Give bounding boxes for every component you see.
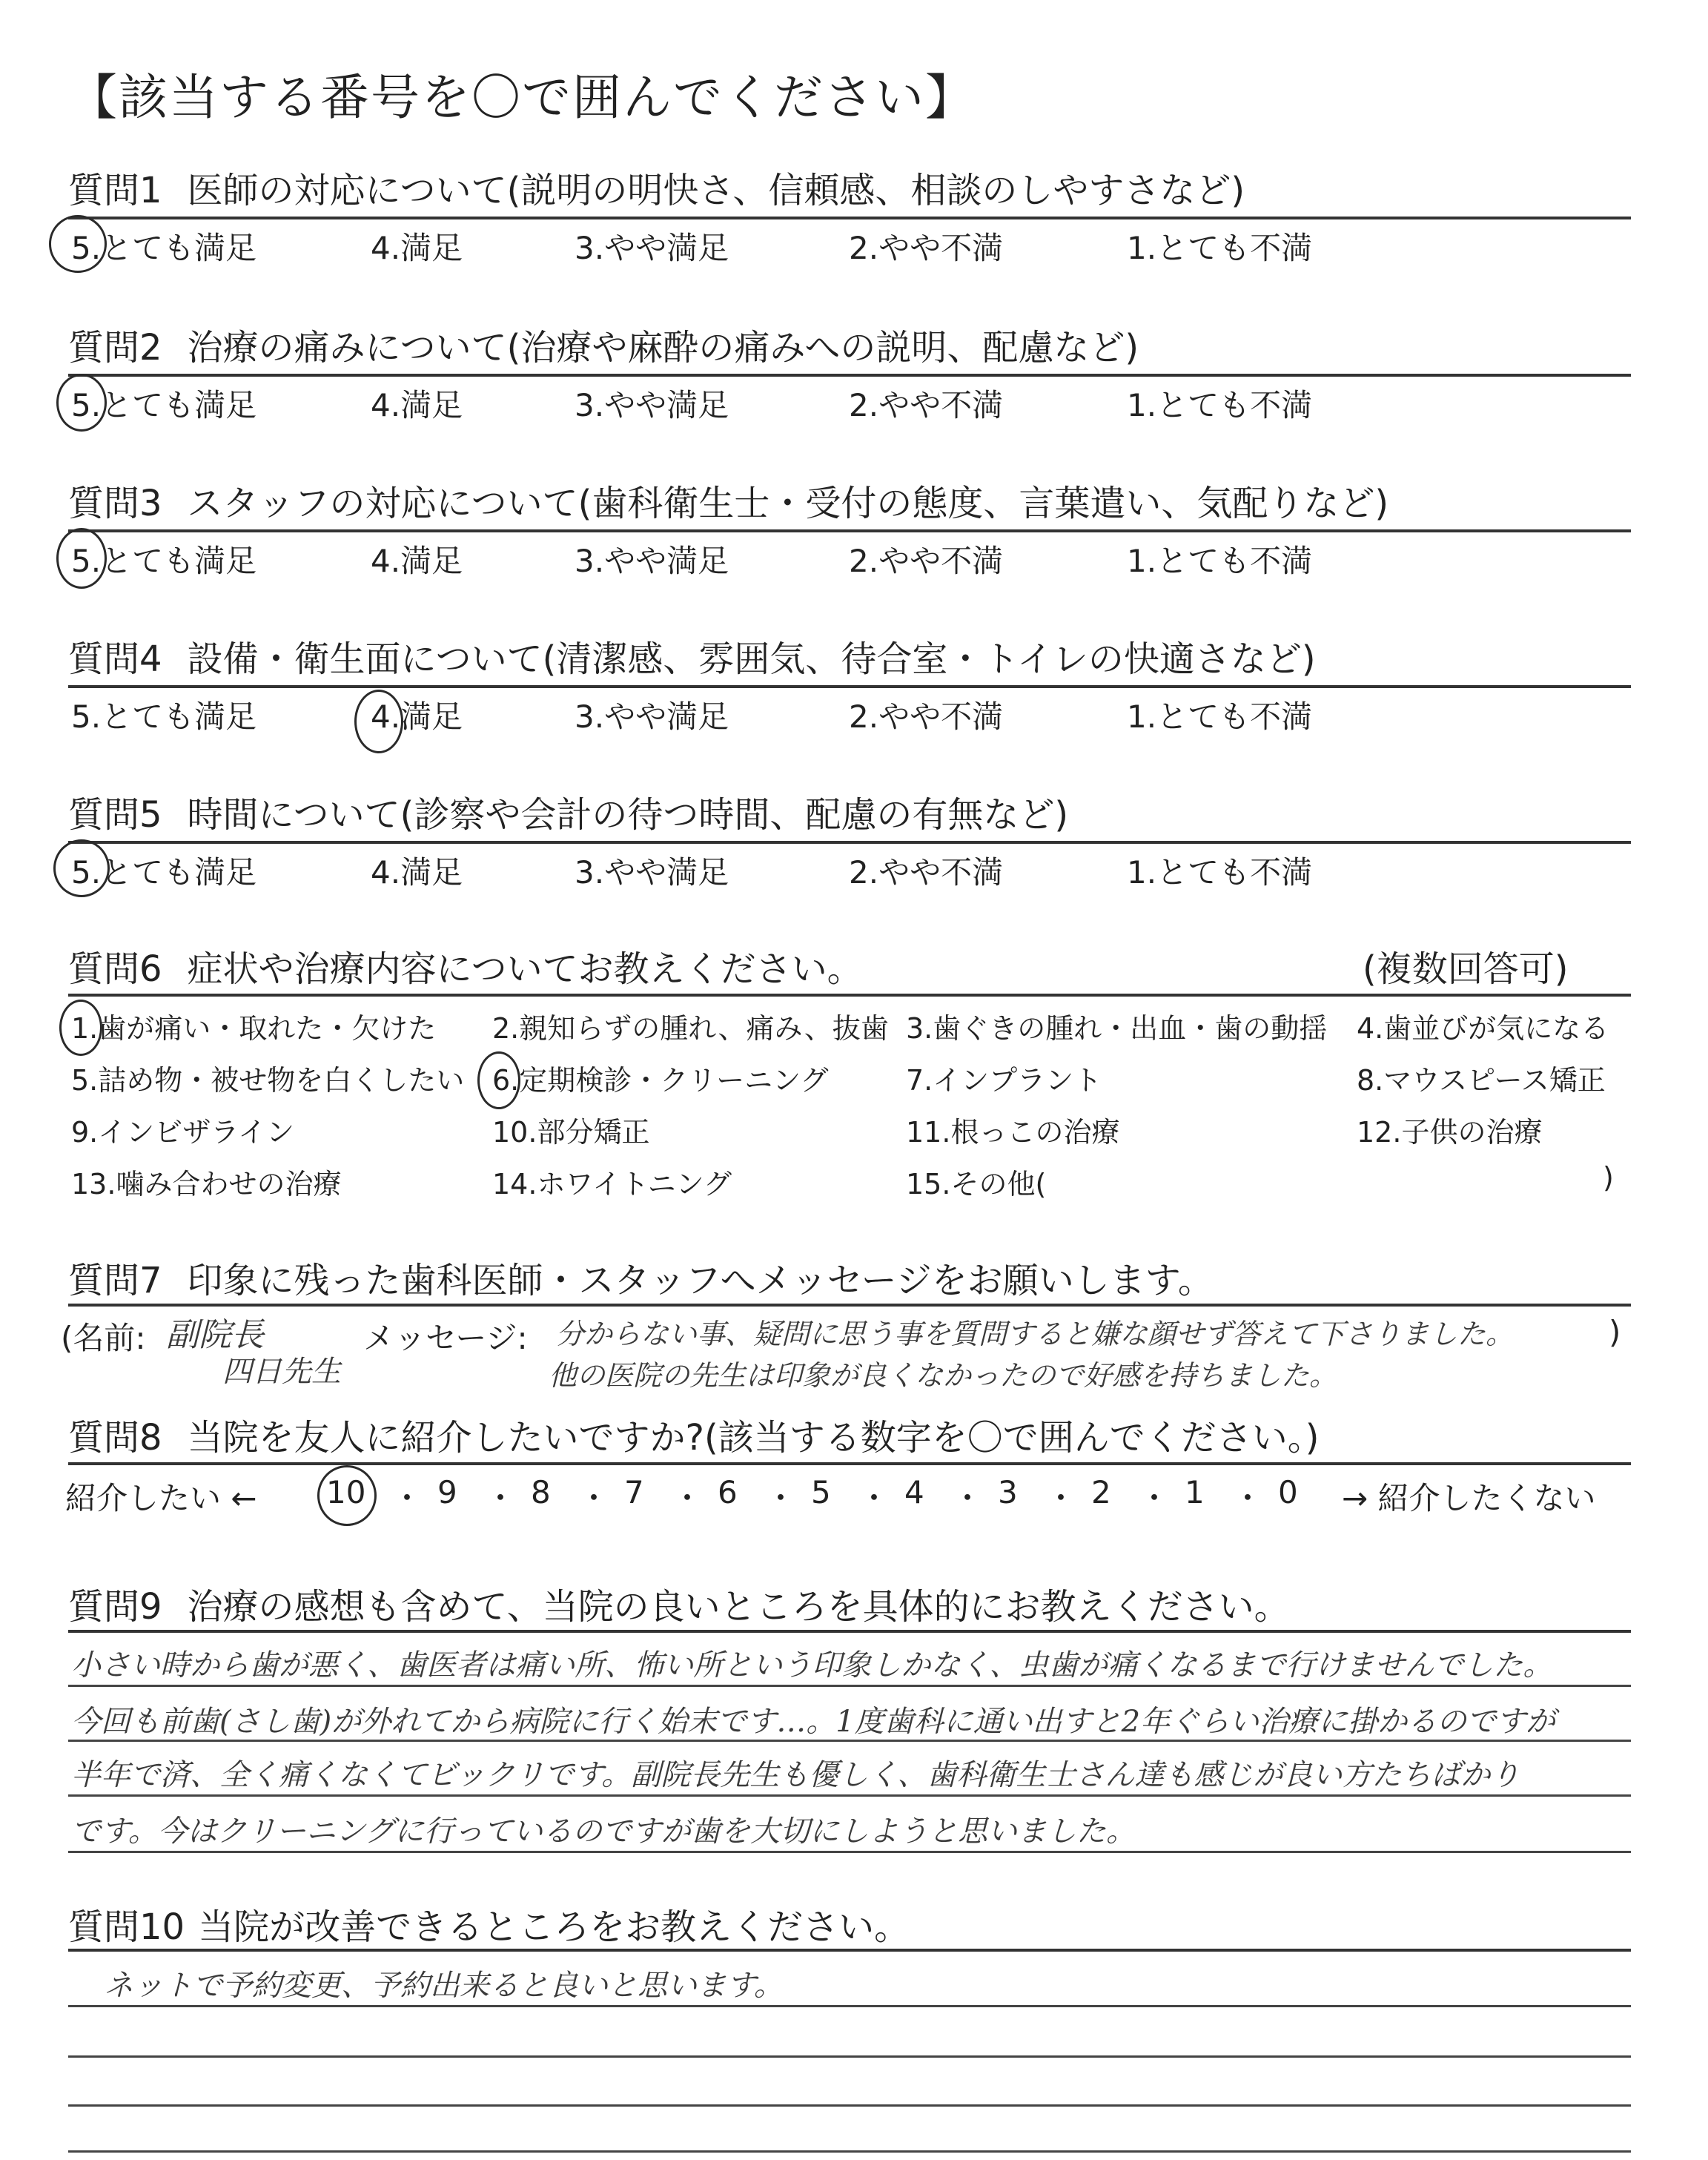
question-9-rule [68, 1630, 1631, 1633]
q2-option-1[interactable]: 1.とても不満 [1127, 387, 1313, 423]
q8-sep: ・ [485, 1480, 517, 1516]
q8-sep: ・ [578, 1480, 610, 1516]
q4-option-2[interactable]: 2.やや不満 [849, 698, 1004, 735]
q6-option-12[interactable]: 12.子供の治療 [1357, 1116, 1543, 1149]
q4-selection-circle [354, 690, 403, 753]
q7-message-label: メッセージ: [363, 1320, 528, 1356]
question-1-rule [68, 217, 1631, 219]
q6-option-11[interactable]: 11.根っこの治療 [906, 1116, 1120, 1149]
q2-selection-circle [56, 374, 107, 432]
q4-option-1[interactable]: 1.とても不満 [1127, 698, 1313, 735]
q7-name-value-1[interactable]: 副院長 [166, 1316, 264, 1354]
q6-option-2[interactable]: 2.親知らずの腫れ、痛み、抜歯 [492, 1012, 889, 1045]
q3-option-1[interactable]: 1.とても不満 [1127, 543, 1313, 579]
q6-option-5[interactable]: 5.詰め物・被せ物を白くしたい [71, 1064, 465, 1097]
q6-option-13[interactable]: 13.噛み合わせの治療 [71, 1168, 342, 1200]
q8-scale-2[interactable]: 2 [1091, 1474, 1111, 1510]
q8-sep: ・ [765, 1480, 797, 1516]
q8-scale-3[interactable]: 3 [998, 1474, 1018, 1510]
q5-option-5[interactable]: 5.とても満足 [71, 854, 257, 891]
question-7-rule [68, 1304, 1631, 1307]
question-2-number: 質問2 [68, 327, 162, 369]
question-8-number: 質問8 [68, 1417, 162, 1459]
q2-option-5[interactable]: 5.とても満足 [71, 387, 257, 423]
question-9-number: 質問9 [68, 1586, 162, 1628]
q9-line-3 [68, 1794, 1631, 1797]
q3-option-4[interactable]: 4.満足 [371, 543, 463, 579]
q8-sep: ・ [858, 1480, 890, 1516]
q5-option-3[interactable]: 3.やや満足 [575, 854, 729, 891]
q10-line-3 [68, 2104, 1631, 2107]
q6-option-1[interactable]: 1.歯が痛い・取れた・欠けた [71, 1012, 437, 1045]
q6-option-9[interactable]: 9.インビザライン [71, 1116, 295, 1149]
q10-answer-line-1[interactable]: ネットで予約変更、予約出来ると良いと思います。 [104, 1969, 784, 2003]
question-10-text: 当院が改善できるところをお教えください。 [198, 1906, 910, 1948]
q4-option-5[interactable]: 5.とても満足 [71, 698, 257, 735]
q3-selection-circle [56, 528, 107, 589]
question-3-rule [68, 529, 1631, 532]
q9-answer-line-4[interactable]: です。今はクリーニングに行っているのですが歯を大切にしようと思いました。 [71, 1814, 1136, 1849]
q6-option-10[interactable]: 10.部分矯正 [492, 1116, 650, 1149]
form-title: 【該当する番号を〇で囲んでください】 [68, 69, 976, 126]
q1-option-1[interactable]: 1.とても不満 [1127, 230, 1313, 266]
q8-left-label: 紹介したい ← [65, 1480, 257, 1516]
q2-option-2[interactable]: 2.やや不満 [849, 387, 1004, 423]
question-5-number: 質問5 [68, 794, 162, 836]
q8-scale-7[interactable]: 7 [624, 1474, 644, 1510]
q9-answer-line-3[interactable]: 半年で済、全く痛くなくてビックリです。副院長先生も優しく、歯科衛生士さん達も感じが良い方たちばかり [71, 1758, 1520, 1792]
question-1-heading [68, 162, 1245, 213]
q8-sep: ・ [1139, 1480, 1171, 1516]
q6-option-4[interactable]: 4.歯並びが気になる [1357, 1012, 1609, 1045]
q6-option-15-close: ) [1603, 1161, 1614, 1194]
question-3-text: スタッフの対応について(歯科衛生士・受付の態度、言葉遣い、気配りなど) [187, 483, 1389, 524]
question-4-heading [68, 630, 1316, 681]
question-2-heading [68, 319, 1139, 370]
question-2-text: 治療の痛みについて(治療や麻酔の痛みへの説明、配慮など) [187, 327, 1139, 369]
question-8-text: 当院を友人に紹介したいですか?(該当する数字を〇で囲んでください。) [187, 1417, 1320, 1459]
question-2-rule [68, 374, 1631, 377]
q5-option-4[interactable]: 4.満足 [371, 854, 463, 891]
q5-selection-circle [53, 839, 110, 897]
q8-selection-circle [317, 1465, 377, 1526]
q10-line-1 [68, 2005, 1631, 2007]
q8-sep: ・ [672, 1480, 704, 1516]
q9-answer-line-2[interactable]: 今回も前歯(さし歯)が外れてから病院に行く始末です…。1度歯科に通い出すと2年ぐらい治療に掛かるのですが [71, 1705, 1556, 1739]
q8-scale-10[interactable]: 10 [326, 1474, 366, 1510]
question-5-rule [68, 841, 1631, 844]
q9-line-4 [68, 1851, 1631, 1853]
q6-selection-circle-6 [477, 1051, 520, 1109]
question-6-number: 質問6 [68, 948, 162, 990]
q6-option-3[interactable]: 3.歯ぐきの腫れ・出血・歯の動揺 [906, 1012, 1328, 1045]
q8-scale-5[interactable]: 5 [811, 1474, 831, 1510]
question-9-text: 治療の感想も含めて、当院の良いところを具体的にお教えください。 [187, 1586, 1290, 1628]
question-1-number: 質問1 [68, 170, 162, 211]
q1-option-3[interactable]: 3.やや満足 [575, 230, 729, 266]
q8-sep: ・ [952, 1480, 984, 1516]
q7-name-value-2[interactable]: 四日先生 [222, 1355, 341, 1389]
q3-option-2[interactable]: 2.やや不満 [849, 543, 1004, 579]
question-5-heading [68, 786, 1068, 837]
q3-option-3[interactable]: 3.やや満足 [575, 543, 729, 579]
q8-sep: ・ [391, 1480, 423, 1516]
q2-option-4[interactable]: 4.満足 [371, 387, 463, 423]
q7-message-line-2[interactable]: 他の医院の先生は印象が良くなかったので好感を持ちました。 [549, 1359, 1338, 1392]
question-8-rule [68, 1462, 1631, 1465]
question-9-heading [68, 1578, 1290, 1629]
q3-option-5[interactable]: 5.とても満足 [71, 543, 257, 579]
question-8-heading [68, 1409, 1319, 1460]
q1-selection-circle [49, 215, 107, 273]
q9-answer-line-1[interactable]: 小さい時から歯が悪く、歯医者は痛い所、怖い所という印象しかなく、虫歯が痛くなるまで行けませんでした。 [71, 1648, 1553, 1682]
q8-sep: ・ [1045, 1480, 1077, 1516]
q10-line-4 [68, 2150, 1631, 2153]
q6-option-8[interactable]: 8.マウスピース矯正 [1357, 1064, 1606, 1097]
q4-option-4[interactable]: 4.満足 [371, 698, 463, 735]
question-4-text: 設備・衛生面について(清潔感、雰囲気、待合室・トイレの快適さなど) [187, 638, 1316, 680]
q8-scale-9[interactable]: 9 [437, 1474, 457, 1510]
q2-option-3[interactable]: 3.やや満足 [575, 387, 729, 423]
q6-selection-circle-1 [59, 1000, 102, 1056]
q8-scale-4[interactable]: 4 [904, 1474, 924, 1510]
question-5-text: 時間について(診察や会計の待つ時間、配慮の有無など) [187, 794, 1069, 836]
q1-option-4[interactable]: 4.満足 [371, 230, 463, 266]
q6-option-6[interactable]: 6.定期検診・クリーニング [492, 1064, 829, 1097]
question-3-number: 質問3 [68, 483, 162, 524]
question-6-rule [68, 994, 1631, 997]
question-1-text: 医師の対応について(説明の明快さ、信頼感、相談のしやすさなど) [187, 170, 1245, 211]
question-4-rule [68, 685, 1631, 688]
question-10-heading [68, 1898, 910, 1949]
q9-line-1 [68, 1685, 1631, 1687]
q5-option-2[interactable]: 2.やや不満 [849, 854, 1004, 891]
q8-scale-0[interactable]: 0 [1278, 1474, 1298, 1510]
question-7-number: 質問7 [68, 1260, 162, 1301]
question-6-note: (複数回答可) [1363, 948, 1569, 990]
question-7-text: 印象に残った歯科医師・スタッフへメッセージをお願いします。 [187, 1260, 1214, 1301]
question-3-heading [68, 475, 1388, 526]
q6-option-15[interactable]: 15.その他( [906, 1168, 1047, 1200]
q6-option-7[interactable]: 7.インプラント [906, 1064, 1102, 1097]
question-6-heading [68, 940, 863, 991]
q4-option-3[interactable]: 3.やや満足 [575, 698, 729, 735]
q7-close-paren: ) [1609, 1314, 1621, 1350]
question-10-number: 質問10 [68, 1906, 185, 1948]
q8-scale-1[interactable]: 1 [1185, 1474, 1205, 1510]
q9-line-2 [68, 1740, 1631, 1742]
q8-scale-8[interactable]: 8 [531, 1474, 551, 1510]
q1-option-5[interactable]: 5.とても満足 [71, 230, 257, 266]
question-6-text: 症状や治療内容についてお教えください。 [187, 948, 863, 990]
question-7-heading [68, 1252, 1214, 1303]
q10-line-2 [68, 2055, 1631, 2058]
question-10-rule [68, 1949, 1631, 1952]
question-4-number: 質問4 [68, 638, 162, 680]
q7-name-label: (名前: [61, 1320, 146, 1356]
q1-option-2[interactable]: 2.やや不満 [849, 230, 1004, 266]
q7-message-line-1[interactable]: 分からない事、疑問に思う事を質問すると嫌な顔せず答えて下さりました。 [556, 1318, 1515, 1350]
q8-right-label: → 紹介したくない [1342, 1480, 1596, 1516]
q6-option-14[interactable]: 14.ホワイトニング [492, 1168, 732, 1200]
q8-sep: ・ [1232, 1480, 1264, 1516]
q5-option-1[interactable]: 1.とても不満 [1127, 854, 1313, 891]
q8-scale-6[interactable]: 6 [718, 1474, 738, 1510]
